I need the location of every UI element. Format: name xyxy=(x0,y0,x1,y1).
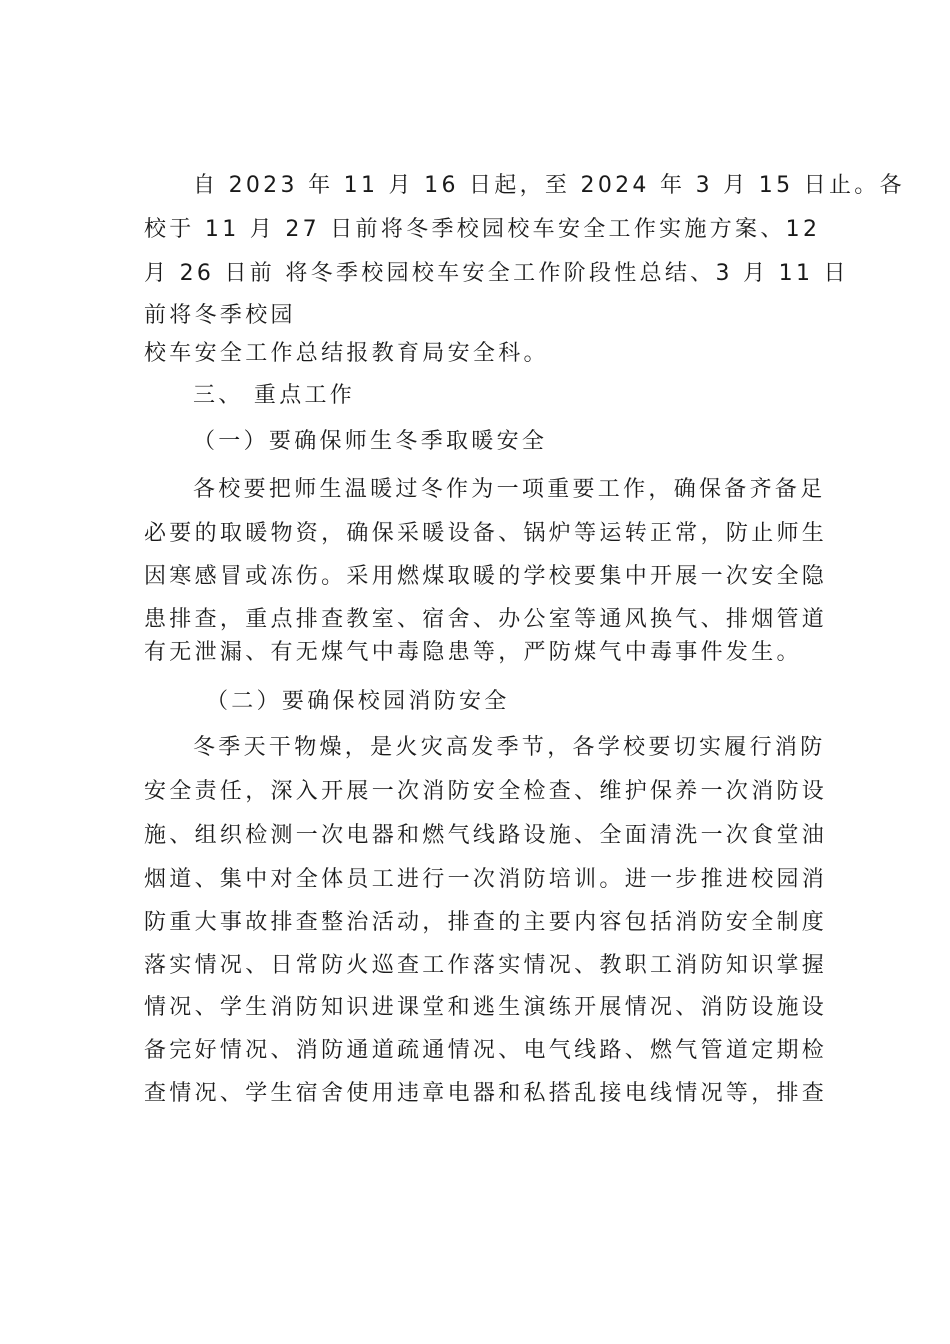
section-heading: 三、 重点工作 xyxy=(193,383,356,408)
subsection-heading: （二）要确保校园消防安全 xyxy=(206,689,510,714)
paragraph-line: 自 2023 年 11 月 16 日起，至 2024 年 3 月 15 日止。各 xyxy=(193,173,905,198)
paragraph-line: 月 26 日前 将冬季校园校车安全工作阶段性总结、3 月 11 日 xyxy=(144,261,849,286)
paragraph-line: 安全责任，深入开展一次消防安全检查、维护保养一次消防设 xyxy=(144,779,828,804)
paragraph-line: 施、组织检测一次电器和燃气线路设施、全面清洗一次食堂油 xyxy=(144,823,828,848)
paragraph-line: 因寒感冒或冻伤。采用燃煤取暖的学校要集中开展一次安全隐 xyxy=(144,564,828,589)
paragraph-line: 查情况、学生宿舍使用违章电器和私搭乱接电线情况等，排查 xyxy=(144,1081,828,1106)
paragraph-line: 各校要把师生温暖过冬作为一项重要工作，确保备齐备足 xyxy=(193,477,826,502)
paragraph-line: 有无泄漏、有无煤气中毒隐患等，严防煤气中毒事件发生。 xyxy=(144,640,802,665)
paragraph-line: 情况、学生消防知识进课堂和逃生演练开展情况、消防设施设 xyxy=(144,995,828,1020)
paragraph-line: 校车安全工作总结报教育局安全科。 xyxy=(144,341,549,366)
paragraph-line: 落实情况、日常防火巡查工作落实情况、教职工消防知识掌握 xyxy=(144,953,828,978)
paragraph-line: 备完好情况、消防通道疏通情况、电气线路、燃气管道定期检 xyxy=(144,1038,828,1063)
paragraph-line: 防重大事故排查整治活动，排查的主要内容包括消防安全制度 xyxy=(144,910,828,935)
paragraph-line: 冬季天干物燥，是火灾高发季节，各学校要切实履行消防 xyxy=(193,735,826,760)
paragraph-line: 必要的取暖物资，确保采暖设备、锅炉等运转正常，防止师生 xyxy=(144,521,828,546)
paragraph-line: 前将冬季校园 xyxy=(144,303,296,328)
paragraph-line: 患排查，重点排查教室、宿舍、办公室等通风换气、排烟管道 xyxy=(144,607,828,632)
subsection-heading: （一）要确保师生冬季取暖安全 xyxy=(193,429,548,454)
paragraph-line: 烟道、集中对全体员工进行一次消防培训。进一步推进校园消 xyxy=(144,867,828,892)
paragraph-line: 校于 11 月 27 日前将冬季校园校车安全工作实施方案、12 xyxy=(144,217,821,242)
